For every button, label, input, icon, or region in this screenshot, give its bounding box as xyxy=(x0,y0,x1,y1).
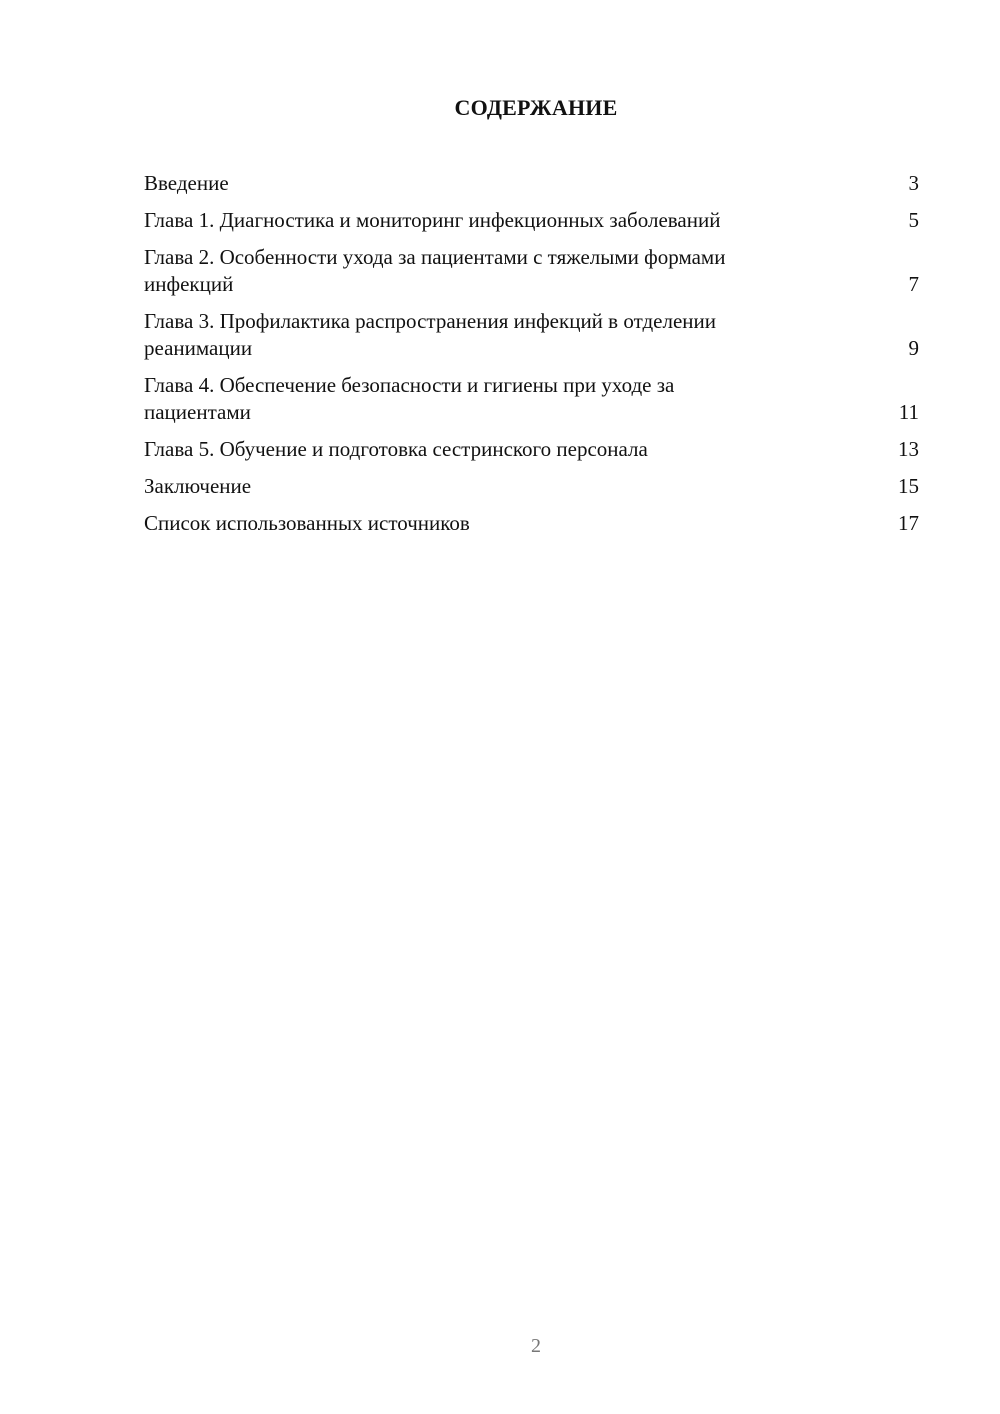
toc-entry-page: 15 xyxy=(898,474,919,498)
toc-entry[interactable] xyxy=(144,244,919,298)
toc-entry-page: 3 xyxy=(908,171,919,195)
toc-entry-title: Глава 4. Обеспечение безопасности и гигиены при уходе за пациентами xyxy=(144,373,675,424)
toc-entry[interactable] xyxy=(144,372,919,426)
toc-entry-title: Введение xyxy=(144,171,229,195)
toc-entry-page: 7 xyxy=(908,272,919,296)
toc-entry-title: Глава 3. Профилактика распространения инфекций в отделении реанимации xyxy=(144,309,716,360)
toc-entry-page: 5 xyxy=(908,208,919,232)
toc-entry[interactable] xyxy=(144,473,919,500)
toc-entry-title: Глава 2. Особенности ухода за пациентами с тяжелыми формами инфекций xyxy=(144,245,726,296)
page-number: 2 xyxy=(531,1335,541,1357)
page-title: СОДЕРЖАНИЕ xyxy=(454,95,618,120)
toc-entry-title: Глава 5. Обучение и подготовка сестринского персонала xyxy=(144,437,648,461)
toc-entry-title: Глава 1. Диагностика и мониторинг инфекционных заболеваний xyxy=(144,208,721,232)
toc-entry-title: Список использованных источников xyxy=(144,511,470,535)
toc-entry[interactable] xyxy=(144,510,919,537)
toc-entry-page: 13 xyxy=(898,437,919,461)
toc-entry-page: 17 xyxy=(898,511,919,535)
toc-entry[interactable] xyxy=(144,207,919,234)
toc-entry[interactable] xyxy=(144,436,919,463)
toc-entry[interactable] xyxy=(144,170,919,197)
toc-entry[interactable] xyxy=(144,308,919,362)
toc-entry-page: 9 xyxy=(908,336,919,360)
toc-entry-page: 11 xyxy=(898,400,919,424)
toc-entry-title: Заключение xyxy=(144,474,252,498)
table-of-contents xyxy=(144,170,919,547)
